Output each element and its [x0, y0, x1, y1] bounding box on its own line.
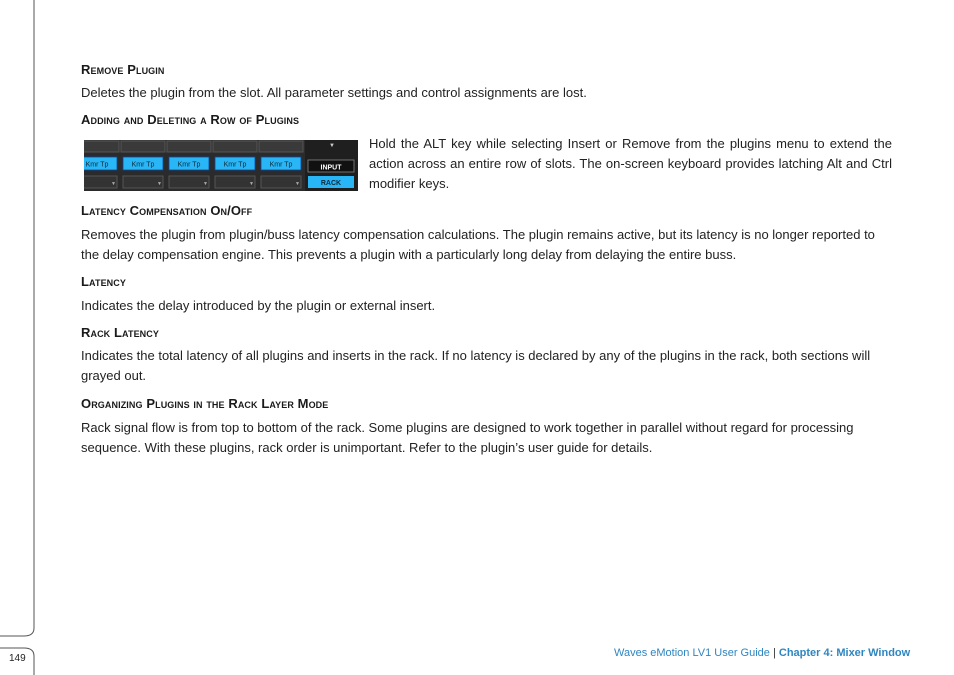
rack-label: RACK — [320, 180, 342, 187]
chevron-down-icon: ▼ — [249, 181, 254, 187]
page-number: 149 — [9, 653, 26, 664]
body-adding-deleting-row: Hold the ALT key while selecting Insert or Remove from the plugins menu to extend the action across an entire row of slots. The on-screen keyboard provides latching Alt and Ctrl modifier keys. — [369, 136, 892, 191]
heading-rack-latency: Rack Latency — [81, 325, 159, 340]
body-latency-compensation: Removes the plugin from plugin/buss latency compensation calculations. The plugin remains active, but its latency is no longer reported to the delay compensation engine. This prevents a plugin with a particularly long delay from delaying the entire buss. — [81, 227, 875, 262]
plugin-slot-label: Kmr Tp — [223, 161, 247, 169]
heading-latency: Latency — [81, 274, 126, 289]
footer-guide-title: Waves eMotion LV1 User Guide — [614, 647, 770, 659]
input-label: INPUT — [320, 164, 342, 172]
plugin-slot-label: Kmr Tp — [131, 161, 155, 169]
body-organizing-plugins: Rack signal flow is from top to bottom of the rack. Some plugins are designed to work together in parallel without regard for processing sequence. With these plugins, rack order is unimportant. Refer to the plugin’s user guide for details. — [81, 420, 854, 455]
plugin-row-screenshot — [84, 140, 358, 191]
plugin-slot-label: Kmr Tp — [269, 161, 293, 169]
plugin-slot-label: Kmr Tp — [85, 161, 109, 169]
body-rack-latency: Indicates the total latency of all plugins and inserts in the rack. If no latency is declared by any of the plugins in the rack, both sections will grayed out. — [81, 348, 871, 383]
plugin-slot-empty[interactable] — [259, 141, 303, 152]
chevron-down-icon: ▼ — [295, 181, 300, 187]
page-footer — [614, 647, 910, 659]
heading-latency-compensation: Latency Compensation On/Off — [81, 203, 253, 218]
footer-chapter: Chapter 4: Mixer Window — [778, 647, 911, 659]
chevron-down-icon: ▼ — [203, 181, 208, 187]
chevron-down-icon: ▼ — [111, 181, 116, 187]
heading-adding-deleting-row: Adding and Deleting a Row of Plugins — [81, 112, 300, 127]
body-latency: Indicates the delay introduced by the plugin or external insert. — [81, 298, 436, 313]
plugin-slot-label: Kmr Tp — [177, 161, 201, 169]
chevron-down-icon: ▼ — [157, 181, 162, 187]
footer-separator: | — [772, 647, 776, 659]
plugin-slot-empty[interactable] — [213, 141, 257, 152]
plugin-slot-empty[interactable] — [121, 141, 165, 152]
heading-remove-plugin: Remove Plugin — [81, 62, 165, 77]
plugin-slot-empty[interactable] — [84, 141, 119, 152]
chevron-down-icon: ▼ — [329, 143, 335, 149]
plugin-slot-empty[interactable] — [167, 141, 211, 152]
page-margin-curve — [0, 0, 40, 675]
heading-organizing-plugins: Organizing Plugins in the Rack Layer Mode — [81, 396, 329, 411]
body-remove-plugin: Deletes the plugin from the slot. All parameter settings and control assignments are lost. — [81, 85, 587, 100]
